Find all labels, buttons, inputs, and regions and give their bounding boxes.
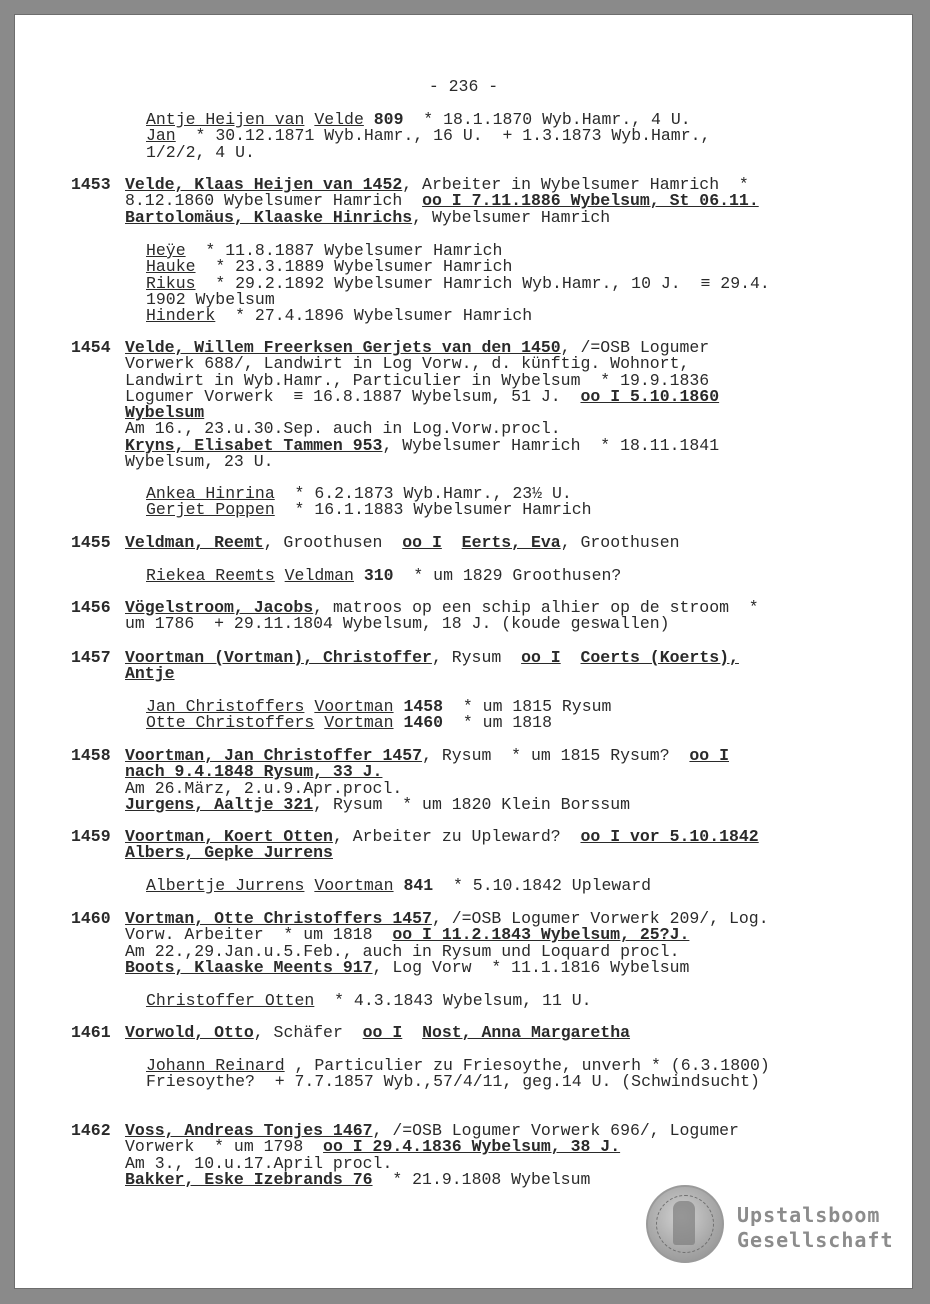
entry-body: Veldman, Reemt, Groothusen oo I Eerts, Eva, Groothusen [125,533,680,552]
entry-body: Voortman, Jan Christoffer 1457, Rysum * um 1815 Rysum? oo I nach 9.4.1848 Rysum, 33 J. Am 26.März, 2.u.9.Apr.procl. Jurgens, Aaltje 321, Rysum * um 1820 Klein Borssum [125,746,730,814]
entry-children: Heÿe * 11.8.1887 Wybelsumer Hamrich Hauke * 23.3.1889 Wybelsumer Hamrich Rikus * 29.2.1892 Wybelsumer Hamrich Wyb.Hamr., 10 J. ≡ 29.4. 1902 Wybelsum Hinderk * 27.4.1896 Wybelsumer Hamrich [146,241,770,326]
wordmark-line-1: Upstalsboom [737,1203,881,1227]
entry-children: Albertje Jurrens Voortman 841 * 5.10.1842 Upleward [146,876,652,895]
entry-children: Jan Christoffers Voortman 1458 * um 1815 Rysum Otte Christoffers Vortman 1460 * um 1818 [146,697,612,733]
entry-number: 1461 [71,1023,111,1042]
entry-body: Vortman, Otte Christoffers 1457, /=OSB Logumer Vorwerk 209/, Log. Vorw. Arbeiter * um 1818 oo I 11.2.1843 Wybelsum, 25?J. Am 22.,29.Jan.u.5.Feb., auch in Rysum und Loquard procl. Boots, Klaaske Meents 917, Log Vorw * 11.1.1816 Wybelsum [125,909,769,977]
society-wordmark [737,1203,894,1253]
entry-body: Voortman, Koert Otten, Arbeiter zu Upleward? oo I vor 5.10.1842 Albers, Gepke Jurrens [125,827,759,863]
entry-children: Ankea Hinrina * 6.2.1873 Wyb.Hamr., 23½ U. Gerjet Poppen * 16.1.1883 Wybelsumer Hamrich [146,484,592,520]
entry-number: 1459 [71,827,111,846]
entry-children: Christoffer Otten * 4.3.1843 Wybelsum, 11 U. [146,991,592,1010]
entry-number: 1460 [71,909,111,928]
entry-number: 1454 [71,338,111,357]
entry-number: 1457 [71,648,111,667]
entry-number: 1458 [71,746,111,765]
wordmark-line-2: Gesellschaft [737,1228,894,1252]
entry-body: Voss, Andreas Tonjes 1467, /=OSB Logumer Vorwerk 696/, Logumer Vorwerk * um 1798 oo I 29.4.1836 Wybelsum, 38 J. Am 3., 10.u.17.April procl. Bakker, Eske Izebrands 76 * 21.9.1808 Wybelsum [125,1121,739,1189]
society-seal-logo [646,1185,724,1263]
entry-body: Vögelstroom, Jacobs, matroos op een schip alhier op de stroom * um 1786 + 29.11.1804 Wybelsum, 18 J. (koude geswallen) [125,598,759,634]
page-number: - 236 - [428,77,499,96]
entry-children: Antje Heijen van Velde 809 * 18.1.1870 Wyb.Hamr., 4 U. Jan * 30.12.1871 Wyb.Hamr., 16 U. + 1.3.1873 Wyb.Hamr., 1/2/2, 4 U. [146,110,711,162]
entry-children: Johann Reinard , Particulier zu Friesoythe, unverh * (6.3.1800) Friesoythe? + 7.7.1857 Wyb.,57/4/11, geg.14 U. (Schwindsucht) [146,1056,770,1092]
entry-body: Velde, Klaas Heijen van 1452, Arbeiter in Wybelsumer Hamrich * 8.12.1860 Wybelsumer Hamrich oo I 7.11.1886 Wybelsum, St 06.11. Bartolomäus, Klaaske Hinrichs, Wybelsumer Hamrich [125,175,759,227]
document-page [14,14,913,1289]
entry-children: Riekea Reemts Veldman 310 * um 1829 Groothusen? [146,566,622,585]
entry-number: 1455 [71,533,111,552]
entry-body: Voortman (Vortman), Christoffer, Rysum oo I Coerts (Koerts), Antje [125,648,739,684]
entry-body: Vorwold, Otto, Schäfer oo I Nost, Anna Margaretha [125,1023,631,1042]
entry-body: Velde, Willem Freerksen Gerjets van den 1450, /=OSB Logumer Vorwerk 688/, Landwirt in Log Vorw., d. künftig. Wohnort, Landwirt in Wyb.Hamr., Particulier in Wybelsum * 19.9.1836 Logumer Vorwerk ≡ 16.8.1887 Wybelsum, 51 J. oo I 5.10.1860 Wybelsum Am 16., 23.u.30.Sep. auch in Log.Vorw.procl. Kryns, Elisabet Tammen 953, Wybelsumer Hamrich * 18.11.1841 Wybelsum, 23 U. [125,338,720,472]
entry-number: 1456 [71,598,111,617]
entry-number: 1462 [71,1121,111,1140]
entry-number: 1453 [71,175,111,194]
